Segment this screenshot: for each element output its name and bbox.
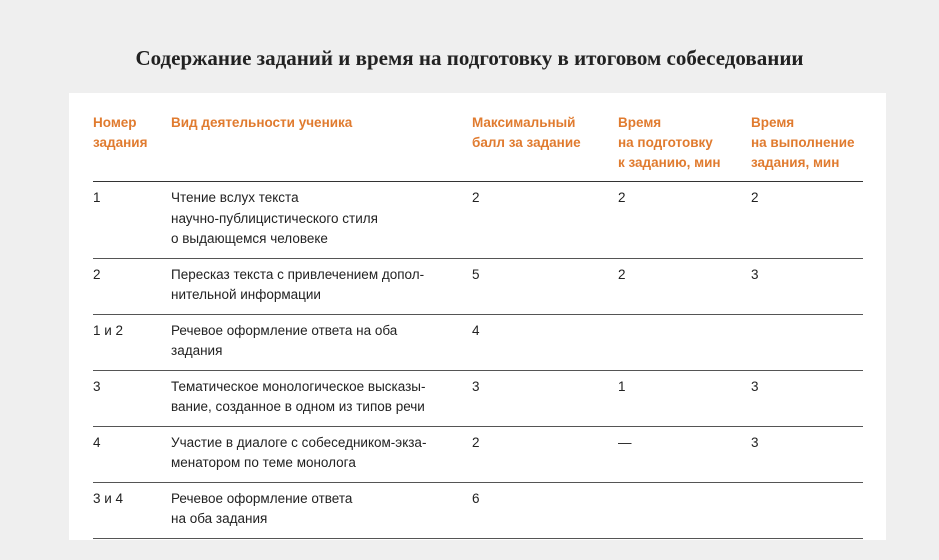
activity-line: на оба задания: [171, 511, 268, 526]
header-line: Вид деятельности ученика: [171, 115, 353, 130]
activity-cell: [171, 258, 472, 314]
activity-line: вание, созданное в одном из типов речи: [171, 399, 425, 414]
task-number: 1: [93, 182, 171, 259]
activity-line: Чтение вслух текста: [171, 190, 299, 205]
max-score: 6: [472, 482, 618, 538]
task-number: 1 и 2: [93, 314, 171, 370]
table-row: [93, 426, 863, 482]
exec-time: [751, 314, 863, 370]
header-prep-time: [618, 111, 751, 182]
task-number: 2: [93, 258, 171, 314]
table-row: [93, 370, 863, 426]
table-header-row: [93, 111, 863, 182]
activity-line: Тематическое монологическое высказы-: [171, 378, 426, 394]
activity-cell: [171, 182, 472, 259]
header-line: задания, мин: [751, 155, 840, 170]
activity-line: менатором по теме монолога: [171, 455, 356, 470]
table-card: [69, 93, 886, 540]
max-score: 5: [472, 258, 618, 314]
header-line: Время: [751, 115, 795, 130]
activity-line: научно-публицистического стиля: [171, 210, 378, 226]
header-line: задания: [93, 135, 148, 150]
header-max-score: [472, 111, 618, 182]
activity-line: Речевое оформление ответа: [171, 490, 353, 506]
page-title: Содержание заданий и время на подготовку в итоговом собеседовании: [135, 46, 804, 70]
prep-time: —: [618, 426, 751, 482]
header-line: к заданию, мин: [618, 155, 721, 170]
prep-time: [618, 482, 751, 538]
task-number: 3: [93, 370, 171, 426]
exec-time: 3: [751, 426, 863, 482]
activity-cell: [171, 426, 472, 482]
activity-line: нительной информации: [171, 287, 321, 302]
header-activity: [171, 111, 472, 182]
max-score: 4: [472, 314, 618, 370]
header-line: балл за задание: [472, 135, 581, 150]
max-score: 3: [472, 370, 618, 426]
exec-time: 3: [751, 258, 863, 314]
task-number: 3 и 4: [93, 482, 171, 538]
table-row: [93, 482, 863, 538]
exec-time: 2: [751, 182, 863, 259]
activity-line: о выдающемся человеке: [171, 231, 328, 246]
activity-cell: [171, 314, 472, 370]
header-line: Номер: [93, 115, 137, 130]
max-score: 2: [472, 182, 618, 259]
header-task-number: [93, 111, 171, 182]
table-row: [93, 258, 863, 314]
prep-time: 2: [618, 182, 751, 259]
header-exec-time: [751, 111, 863, 182]
table-row: [93, 314, 863, 370]
activity-line: задания: [171, 343, 223, 358]
activity-cell: [171, 370, 472, 426]
activity-line: Пересказ текста с привлечением допол-: [171, 266, 425, 282]
tasks-table: [93, 111, 863, 539]
max-score: 2: [472, 426, 618, 482]
exec-time: 3: [751, 370, 863, 426]
activity-line: Участие в диалоге с собеседником-экза-: [171, 434, 427, 450]
task-number: 4: [93, 426, 171, 482]
prep-time: [618, 314, 751, 370]
header-line: на подготовку: [618, 135, 713, 150]
prep-time: 2: [618, 258, 751, 314]
header-line: на выполнение: [751, 135, 855, 150]
header-line: Время: [618, 115, 662, 130]
prep-time: 1: [618, 370, 751, 426]
header-line: Максимальный: [472, 115, 576, 130]
exec-time: [751, 482, 863, 538]
activity-cell: [171, 482, 472, 538]
activity-line: Речевое оформление ответа на оба: [171, 322, 398, 338]
table-row: [93, 182, 863, 259]
